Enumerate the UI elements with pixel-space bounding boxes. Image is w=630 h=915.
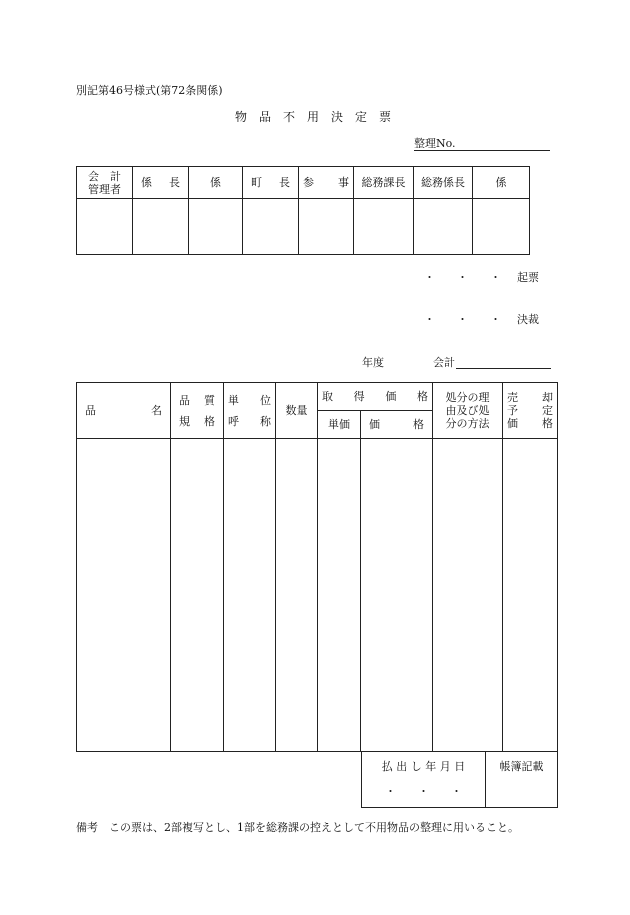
kihyo-label: 起票 — [517, 271, 539, 284]
header-kakari: 係 — [189, 167, 243, 199]
approval-table — [76, 166, 530, 255]
haraidashi-date-dots: ・ ・ ・ — [385, 785, 462, 798]
kessai-label: 決裁 — [517, 313, 539, 326]
seiri-label: 整理No. — [414, 137, 456, 150]
header-tanka: 単価 — [318, 411, 361, 439]
item-cell-hinshitsu[interactable] — [171, 439, 224, 752]
kessai-date-dots[interactable]: ・ ・ ・ — [424, 313, 501, 326]
item-cell-baikyaku[interactable] — [503, 439, 558, 752]
seal-box[interactable] — [473, 199, 530, 255]
seal-box[interactable] — [354, 199, 414, 255]
item-cell-kakaku[interactable] — [361, 439, 433, 752]
nendo-label: 年度 — [362, 356, 384, 369]
chobo-cell[interactable] — [486, 752, 558, 808]
header-shobun: 処分の理 由及び処 分の方法 — [433, 383, 503, 439]
haraidashi-cell[interactable] — [362, 752, 486, 808]
item-cell-hinmei[interactable] — [77, 439, 171, 752]
header-hinmei: 品 名 — [77, 383, 171, 439]
seal-box[interactable] — [299, 199, 354, 255]
item-cell-tani[interactable] — [224, 439, 276, 752]
kihyo-date-dots[interactable]: ・ ・ ・ — [424, 271, 501, 284]
seal-box[interactable] — [243, 199, 299, 255]
header-kakaricho: 係 長 — [133, 167, 189, 199]
header-baikyaku-yotei-kakaku: 売 却 予 定 価 格 — [503, 383, 558, 439]
header-hinshitsu-kikaku: 品 質 規 格 — [171, 383, 224, 439]
remarks-note: 備考 この票は、2部複写とし、1部を総務課の控えとして不用物品の整理に用いること。 — [76, 821, 519, 834]
header-shutoku-kakaku: 取 得 価 格 — [318, 383, 433, 411]
seal-box[interactable] — [77, 199, 133, 255]
form-title: 物 品 不 用 決 定 票 — [235, 110, 392, 124]
seal-box[interactable] — [189, 199, 243, 255]
item-cell-suryo[interactable] — [276, 439, 318, 752]
seal-box[interactable] — [133, 199, 189, 255]
header-kakari2: 係 — [473, 167, 530, 199]
header-sanji: 参 事 — [299, 167, 354, 199]
seal-box[interactable] — [414, 199, 473, 255]
chobo-label: 帳簿記載 — [499, 760, 544, 773]
header-somukakaricho: 総務係長 — [414, 167, 473, 199]
items-table — [76, 382, 558, 752]
haraidashi-label: 払 出 し 年 月 日 — [381, 760, 466, 773]
kaikei-label: 会計 — [433, 356, 455, 369]
header-kakaku: 価 格 — [361, 411, 433, 439]
header-somukacho: 総務課長 — [354, 167, 414, 199]
kaikei-line[interactable] — [456, 368, 551, 369]
header-kaikei-kanrisha: 会 計 管理者 — [77, 167, 133, 199]
header-chocho: 町 長 — [243, 167, 299, 199]
form-reference: 別記第46号様式(第72条関係) — [76, 84, 223, 97]
item-cell-shobun[interactable] — [433, 439, 503, 752]
item-cell-tanka[interactable] — [318, 439, 361, 752]
payout-table — [361, 751, 558, 808]
seiri-number-line[interactable] — [414, 150, 550, 151]
header-suryo: 数量 — [276, 383, 318, 439]
header-tani-kosho: 単 位 呼 称 — [224, 383, 276, 439]
